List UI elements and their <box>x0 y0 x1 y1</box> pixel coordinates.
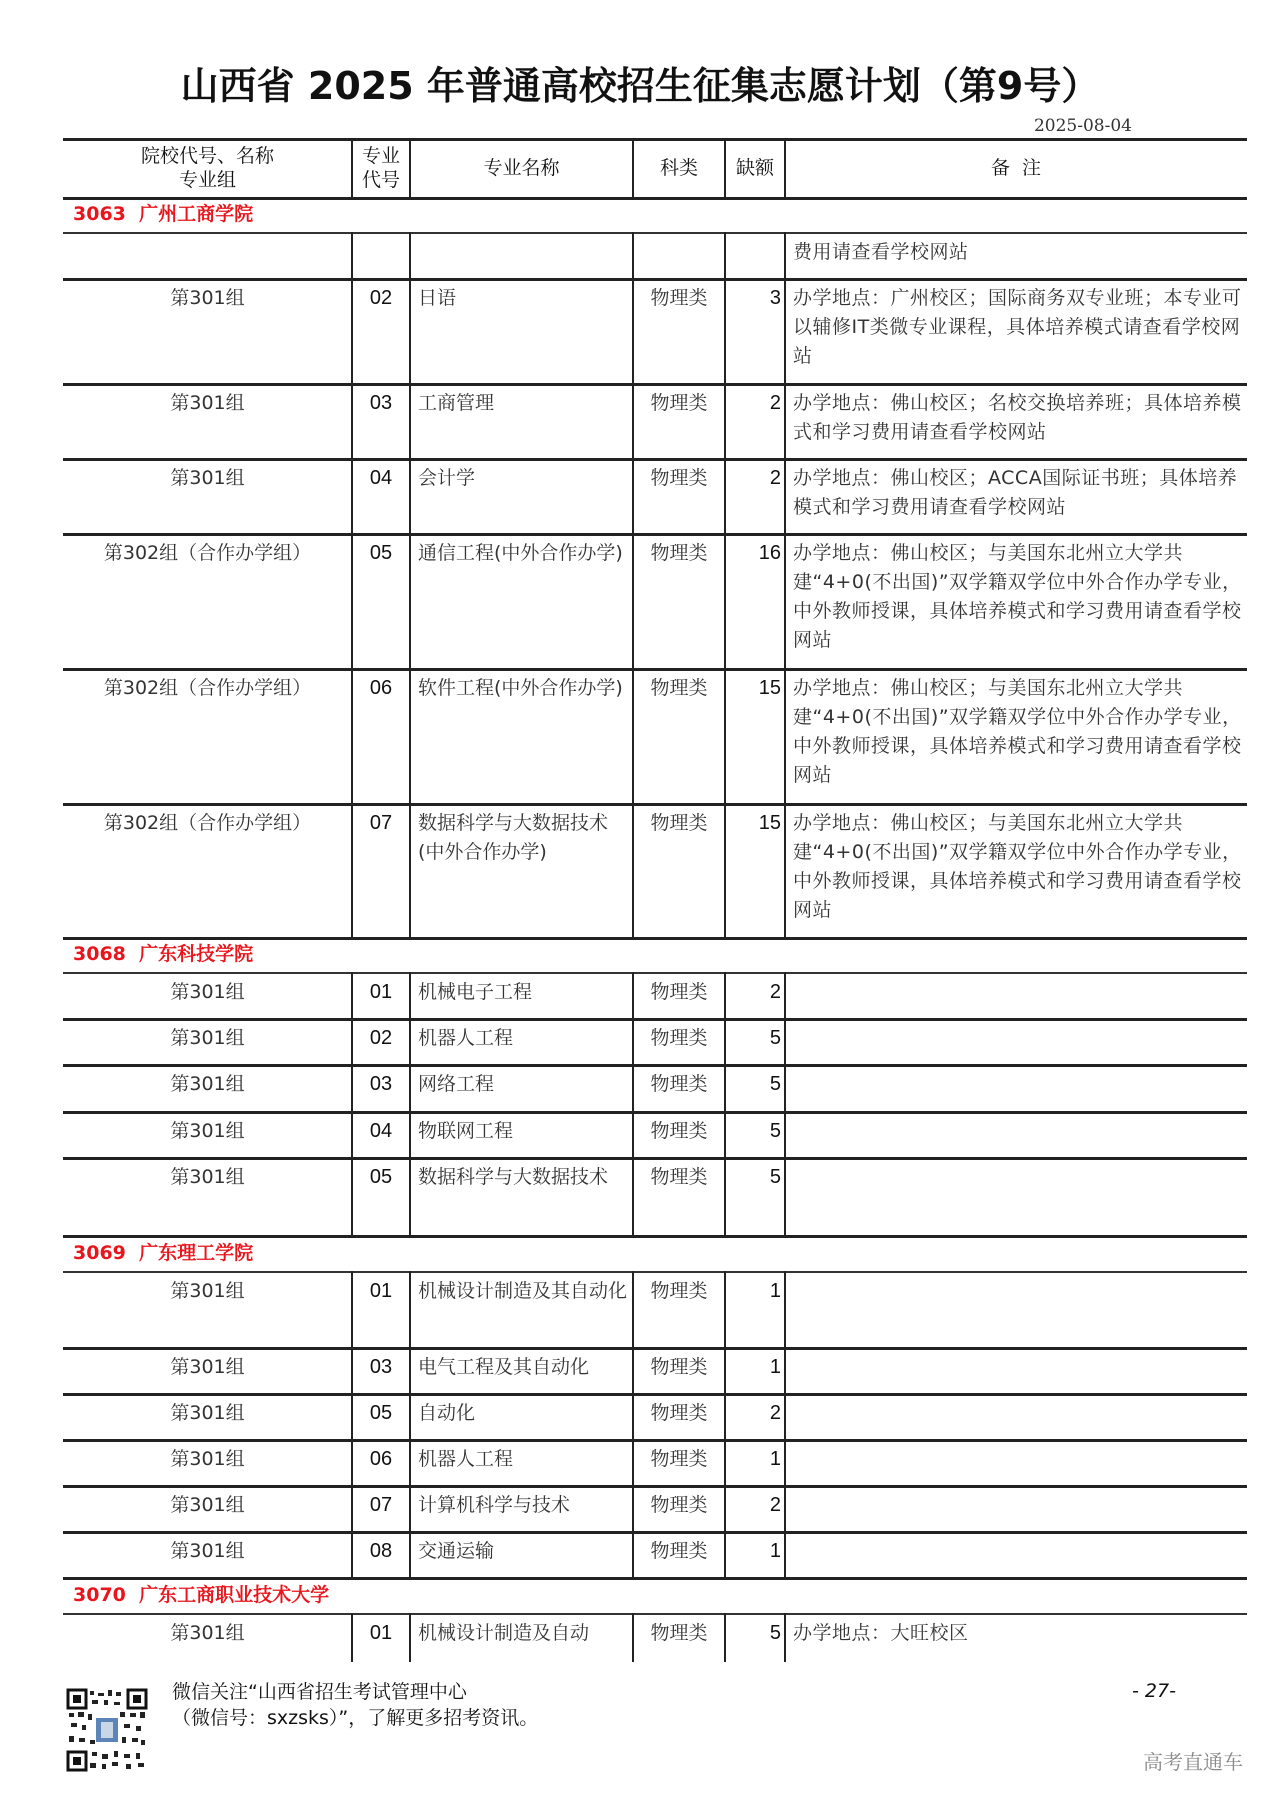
column-divider <box>724 1613 726 1662</box>
cell-note: 费用请查看学校网站 <box>793 241 969 263</box>
column-divider <box>784 1157 786 1235</box>
column-divider <box>724 668 726 803</box>
cell-major-code: 03 <box>369 392 393 414</box>
cell-major-code: 02 <box>369 287 393 309</box>
column-divider <box>409 1157 411 1235</box>
cell-major-code: 04 <box>369 1120 393 1142</box>
wechat-notice <box>172 1679 538 1731</box>
cell-quota: 15 <box>758 812 781 834</box>
column-divider <box>351 278 353 383</box>
cell-major-name: 电气工程及其自动化 <box>418 1356 590 1378</box>
column-divider <box>632 1485 634 1531</box>
cell-category: 物理类 <box>650 1073 708 1095</box>
column-divider <box>409 533 411 668</box>
column-divider <box>632 972 634 1018</box>
column-divider <box>724 278 726 383</box>
column-divider <box>724 232 726 278</box>
column-divider <box>632 232 634 278</box>
cell-category: 物理类 <box>650 1540 708 1562</box>
cell-group: 第301组 <box>170 1073 245 1095</box>
table-header <box>63 138 1247 197</box>
column-divider <box>724 803 726 937</box>
table-row <box>63 1064 1247 1111</box>
table-row <box>63 1271 1247 1347</box>
cell-quota: 5 <box>769 1027 781 1049</box>
column-divider <box>632 1613 634 1662</box>
cell-group: 第302组（合作办学组） <box>103 542 312 564</box>
header-major-name: 专业名称 <box>483 156 560 179</box>
column-divider <box>409 972 411 1018</box>
table-row <box>63 803 1247 937</box>
document-date: 2025-08-04 <box>1033 116 1132 136</box>
table-row <box>63 1393 1247 1439</box>
column-divider <box>351 972 353 1018</box>
column-divider <box>784 533 786 668</box>
column-divider <box>724 1271 726 1347</box>
cell-category: 物理类 <box>650 1356 708 1378</box>
column-divider <box>351 1018 353 1064</box>
table-row <box>63 1347 1247 1393</box>
cell-quota: 5 <box>769 1166 781 1188</box>
column-divider <box>784 972 786 1018</box>
column-divider <box>632 1439 634 1485</box>
column-divider <box>632 383 634 458</box>
column-divider <box>409 803 411 937</box>
cell-major-name: 网络工程 <box>418 1073 495 1095</box>
cell-group: 第301组 <box>170 467 245 489</box>
cell-quota: 3 <box>769 287 781 309</box>
cell-note: 办学地点：大旺校区 <box>793 1622 969 1644</box>
cell-major-name: 软件工程(中外合作办学) <box>418 677 623 699</box>
column-divider <box>409 1393 411 1439</box>
wechat-notice-line2: （微信号：sxzsks）”，了解更多招考资讯。 <box>172 1707 539 1729</box>
column-divider <box>409 458 411 533</box>
cell-category: 物理类 <box>650 287 708 309</box>
cell-group: 第301组 <box>170 287 245 309</box>
column-divider <box>409 1531 411 1577</box>
column-divider <box>724 1393 726 1439</box>
header-divider <box>724 138 726 197</box>
table-row <box>63 1485 1247 1531</box>
column-divider <box>632 533 634 668</box>
column-divider <box>351 1111 353 1157</box>
header-divider <box>409 138 411 197</box>
column-divider <box>784 1393 786 1439</box>
header-code-line1: 专业 <box>361 144 400 167</box>
column-divider <box>409 1111 411 1157</box>
column-divider <box>724 1064 726 1111</box>
table-row <box>63 972 1247 1018</box>
cell-group: 第301组 <box>170 392 245 414</box>
cell-major-name: 日语 <box>418 287 457 309</box>
cell-major-name: 机器人工程 <box>418 1027 514 1049</box>
cell-group: 第301组 <box>170 1494 245 1516</box>
column-divider <box>784 1531 786 1577</box>
column-divider <box>632 1531 634 1577</box>
column-divider <box>784 278 786 383</box>
qr-code-icon <box>66 1688 148 1772</box>
column-divider <box>784 1271 786 1347</box>
column-divider <box>632 803 634 937</box>
cell-quota: 5 <box>769 1073 781 1095</box>
header-quota: 缺额 <box>735 156 774 179</box>
table-row <box>63 232 1247 278</box>
cell-major-code: 01 <box>369 981 393 1003</box>
table-row <box>63 1439 1247 1485</box>
column-divider <box>784 1613 786 1662</box>
cell-major-code: 01 <box>369 1280 393 1302</box>
column-divider <box>351 1271 353 1347</box>
column-divider <box>351 1485 353 1531</box>
cell-group: 第302组（合作办学组） <box>103 677 312 699</box>
table-row <box>63 1613 1247 1664</box>
cell-category: 物理类 <box>650 392 708 414</box>
header-code-line2: 代号 <box>361 168 400 191</box>
cell-category: 物理类 <box>650 677 708 699</box>
column-divider <box>351 1531 353 1577</box>
cell-note: 办学地点：佛山校区；与美国东北州立大学共建“4+0(不出国)”双学籍双学位中外合作办学专业，中外教师授课，具体培养模式和学习费用请查看学校网站 <box>793 542 1242 651</box>
column-divider <box>724 972 726 1018</box>
cell-category: 物理类 <box>650 1402 708 1424</box>
cell-quota: 1 <box>769 1540 781 1562</box>
column-divider <box>724 383 726 458</box>
column-divider <box>351 1157 353 1235</box>
cell-major-code: 03 <box>369 1073 393 1095</box>
column-divider <box>724 533 726 668</box>
column-divider <box>784 1439 786 1485</box>
table-row <box>63 1111 1247 1157</box>
cell-category: 物理类 <box>650 812 708 834</box>
cell-category: 物理类 <box>650 542 708 564</box>
cell-group: 第301组 <box>170 1120 245 1142</box>
column-divider <box>409 1439 411 1485</box>
column-divider <box>351 1613 353 1662</box>
column-divider <box>632 1393 634 1439</box>
column-divider <box>632 278 634 383</box>
cell-quota: 5 <box>769 1120 781 1142</box>
cell-major-name: 物联网工程 <box>418 1120 514 1142</box>
cell-quota: 1 <box>769 1280 781 1302</box>
column-divider <box>409 1064 411 1111</box>
table-row <box>63 1018 1247 1064</box>
cell-note: 办学地点：佛山校区；与美国东北州立大学共建“4+0(不出国)”双学籍双学位中外合作办学专业，中外教师授课，具体培养模式和学习费用请查看学校网站 <box>793 677 1242 786</box>
cell-group: 第301组 <box>170 981 245 1003</box>
column-divider <box>351 1439 353 1485</box>
column-divider <box>724 1111 726 1157</box>
cell-group: 第301组 <box>170 1166 245 1188</box>
cell-major-name: 自动化 <box>418 1402 476 1424</box>
cell-major-code: 05 <box>369 1166 393 1188</box>
column-divider <box>351 232 353 278</box>
column-divider <box>409 383 411 458</box>
cell-major-name: 数据科学与大数据技术(中外合作办学) <box>418 812 609 863</box>
column-divider <box>632 1271 634 1347</box>
school-heading: 3063 广州工商学院 <box>73 203 254 225</box>
column-divider <box>784 232 786 278</box>
table-row <box>63 533 1247 668</box>
cell-quota: 15 <box>758 677 781 699</box>
column-divider <box>409 1018 411 1064</box>
column-divider <box>632 1064 634 1111</box>
header-divider <box>784 138 786 197</box>
cell-major-code: 02 <box>369 1027 393 1049</box>
header-divider <box>632 138 634 197</box>
cell-quota: 2 <box>769 1402 781 1424</box>
document-title: 山西省 2025 年普通高校招生征集志愿计划（第9号） <box>180 64 1100 108</box>
column-divider <box>784 1111 786 1157</box>
wechat-notice-line1: 微信关注“山西省招生考试管理中心 <box>172 1681 467 1703</box>
cell-major-code: 06 <box>369 677 393 699</box>
cell-group: 第301组 <box>170 1280 245 1302</box>
cell-major-name: 机械设计制造及自动 <box>418 1622 590 1644</box>
column-divider <box>632 458 634 533</box>
cell-category: 物理类 <box>650 1027 708 1049</box>
cell-note: 办学地点：佛山校区；与美国东北州立大学共建“4+0(不出国)”双学籍双学位中外合作办学专业，中外教师授课，具体培养模式和学习费用请查看学校网站 <box>793 812 1242 921</box>
column-divider <box>724 458 726 533</box>
column-divider <box>784 668 786 803</box>
cell-category: 物理类 <box>650 1120 708 1142</box>
table-row <box>63 668 1247 803</box>
page-number: - 27- <box>1132 1680 1176 1702</box>
column-divider <box>351 1064 353 1111</box>
column-divider <box>632 1157 634 1235</box>
cell-category: 物理类 <box>650 1622 708 1644</box>
column-divider <box>784 1064 786 1111</box>
cell-category: 物理类 <box>650 467 708 489</box>
column-divider <box>784 1485 786 1531</box>
table-row <box>63 278 1247 383</box>
column-divider <box>632 668 634 803</box>
column-divider <box>632 1111 634 1157</box>
cell-major-code: 08 <box>369 1540 393 1562</box>
cell-major-name: 数据科学与大数据技术 <box>418 1166 609 1188</box>
column-divider <box>724 1157 726 1235</box>
column-divider <box>351 533 353 668</box>
cell-quota: 5 <box>769 1622 781 1644</box>
cell-quota: 2 <box>769 392 781 414</box>
column-divider <box>724 1018 726 1064</box>
cell-group: 第301组 <box>170 1622 245 1644</box>
column-divider <box>351 668 353 803</box>
school-heading: 3068 广东科技学院 <box>73 943 254 965</box>
cell-note: 办学地点：佛山校区；名校交换培养班；具体培养模式和学习费用请查看学校网站 <box>793 392 1242 443</box>
column-divider <box>632 1018 634 1064</box>
table-row <box>63 383 1247 458</box>
cell-group: 第301组 <box>170 1448 245 1470</box>
column-divider <box>409 1347 411 1393</box>
cell-major-name: 计算机科学与技术 <box>418 1494 571 1516</box>
column-divider <box>351 1393 353 1439</box>
cell-major-code: 06 <box>369 1448 393 1470</box>
header-category: 科类 <box>659 156 698 179</box>
header-group-line2: 专业组 <box>178 168 236 191</box>
cell-note: 办学地点：广州校区；国际商务双专业班；本专业可以辅修IT类微专业课程，具体培养模式请查看学校网站 <box>793 287 1242 367</box>
cell-major-name: 会计学 <box>418 467 476 489</box>
cell-quota: 1 <box>769 1356 781 1378</box>
school-heading: 3070 广东工商职业技术大学 <box>73 1584 330 1606</box>
cell-major-name: 通信工程(中外合作办学) <box>418 542 623 564</box>
cell-category: 物理类 <box>650 1494 708 1516</box>
cell-group: 第301组 <box>170 1540 245 1562</box>
cell-major-code: 04 <box>369 467 393 489</box>
column-divider <box>409 668 411 803</box>
cell-major-name: 交通运输 <box>418 1540 495 1562</box>
column-divider <box>724 1531 726 1577</box>
cell-quota: 2 <box>769 981 781 1003</box>
table-row <box>63 1157 1247 1235</box>
school-heading: 3069 广东理工学院 <box>73 1242 254 1264</box>
cell-quota: 2 <box>769 1494 781 1516</box>
column-divider <box>784 1347 786 1393</box>
cell-quota: 16 <box>758 542 781 564</box>
cell-major-code: 03 <box>369 1356 393 1378</box>
column-divider <box>784 1018 786 1064</box>
column-divider <box>724 1347 726 1393</box>
header-notes: 备 注 <box>990 156 1042 179</box>
cell-major-name: 机器人工程 <box>418 1448 514 1470</box>
column-divider <box>409 232 411 278</box>
header-code <box>352 138 410 197</box>
column-divider <box>409 1613 411 1662</box>
cell-category: 物理类 <box>650 1280 708 1302</box>
column-divider <box>351 803 353 937</box>
column-divider <box>784 803 786 937</box>
cell-major-name: 机械设计制造及其自动化 <box>418 1280 628 1302</box>
cell-group: 第302组（合作办学组） <box>103 812 312 834</box>
cell-major-code: 05 <box>369 542 393 564</box>
cell-group: 第301组 <box>170 1356 245 1378</box>
header-group <box>63 138 352 197</box>
cell-major-code: 07 <box>369 812 393 834</box>
cell-quota: 1 <box>769 1448 781 1470</box>
cell-note: 办学地点：佛山校区；ACCA国际证书班；具体培养模式和学习费用请查看学校网站 <box>793 467 1238 518</box>
column-divider <box>724 1439 726 1485</box>
table-row <box>63 458 1247 533</box>
column-divider <box>409 278 411 383</box>
header-group-line1: 院校代号、名称 <box>140 144 274 167</box>
column-divider <box>632 1347 634 1393</box>
column-divider <box>351 458 353 533</box>
column-divider <box>784 383 786 458</box>
cell-category: 物理类 <box>650 981 708 1003</box>
column-divider <box>409 1271 411 1347</box>
column-divider <box>784 458 786 533</box>
cell-major-code: 05 <box>369 1402 393 1424</box>
cell-group: 第301组 <box>170 1402 245 1424</box>
cell-major-code: 01 <box>369 1622 393 1644</box>
column-divider <box>351 383 353 458</box>
watermark: 高考直通车 <box>1143 1750 1243 1774</box>
cell-major-name: 工商管理 <box>418 392 495 414</box>
cell-major-name: 机械电子工程 <box>418 981 533 1003</box>
column-divider <box>351 1347 353 1393</box>
cell-category: 物理类 <box>650 1448 708 1470</box>
cell-group: 第301组 <box>170 1027 245 1049</box>
cell-quota: 2 <box>769 467 781 489</box>
column-divider <box>409 1485 411 1531</box>
table-row <box>63 1531 1247 1577</box>
column-divider <box>724 1485 726 1531</box>
header-divider <box>351 138 353 197</box>
cell-major-code: 07 <box>369 1494 393 1516</box>
cell-category: 物理类 <box>650 1166 708 1188</box>
